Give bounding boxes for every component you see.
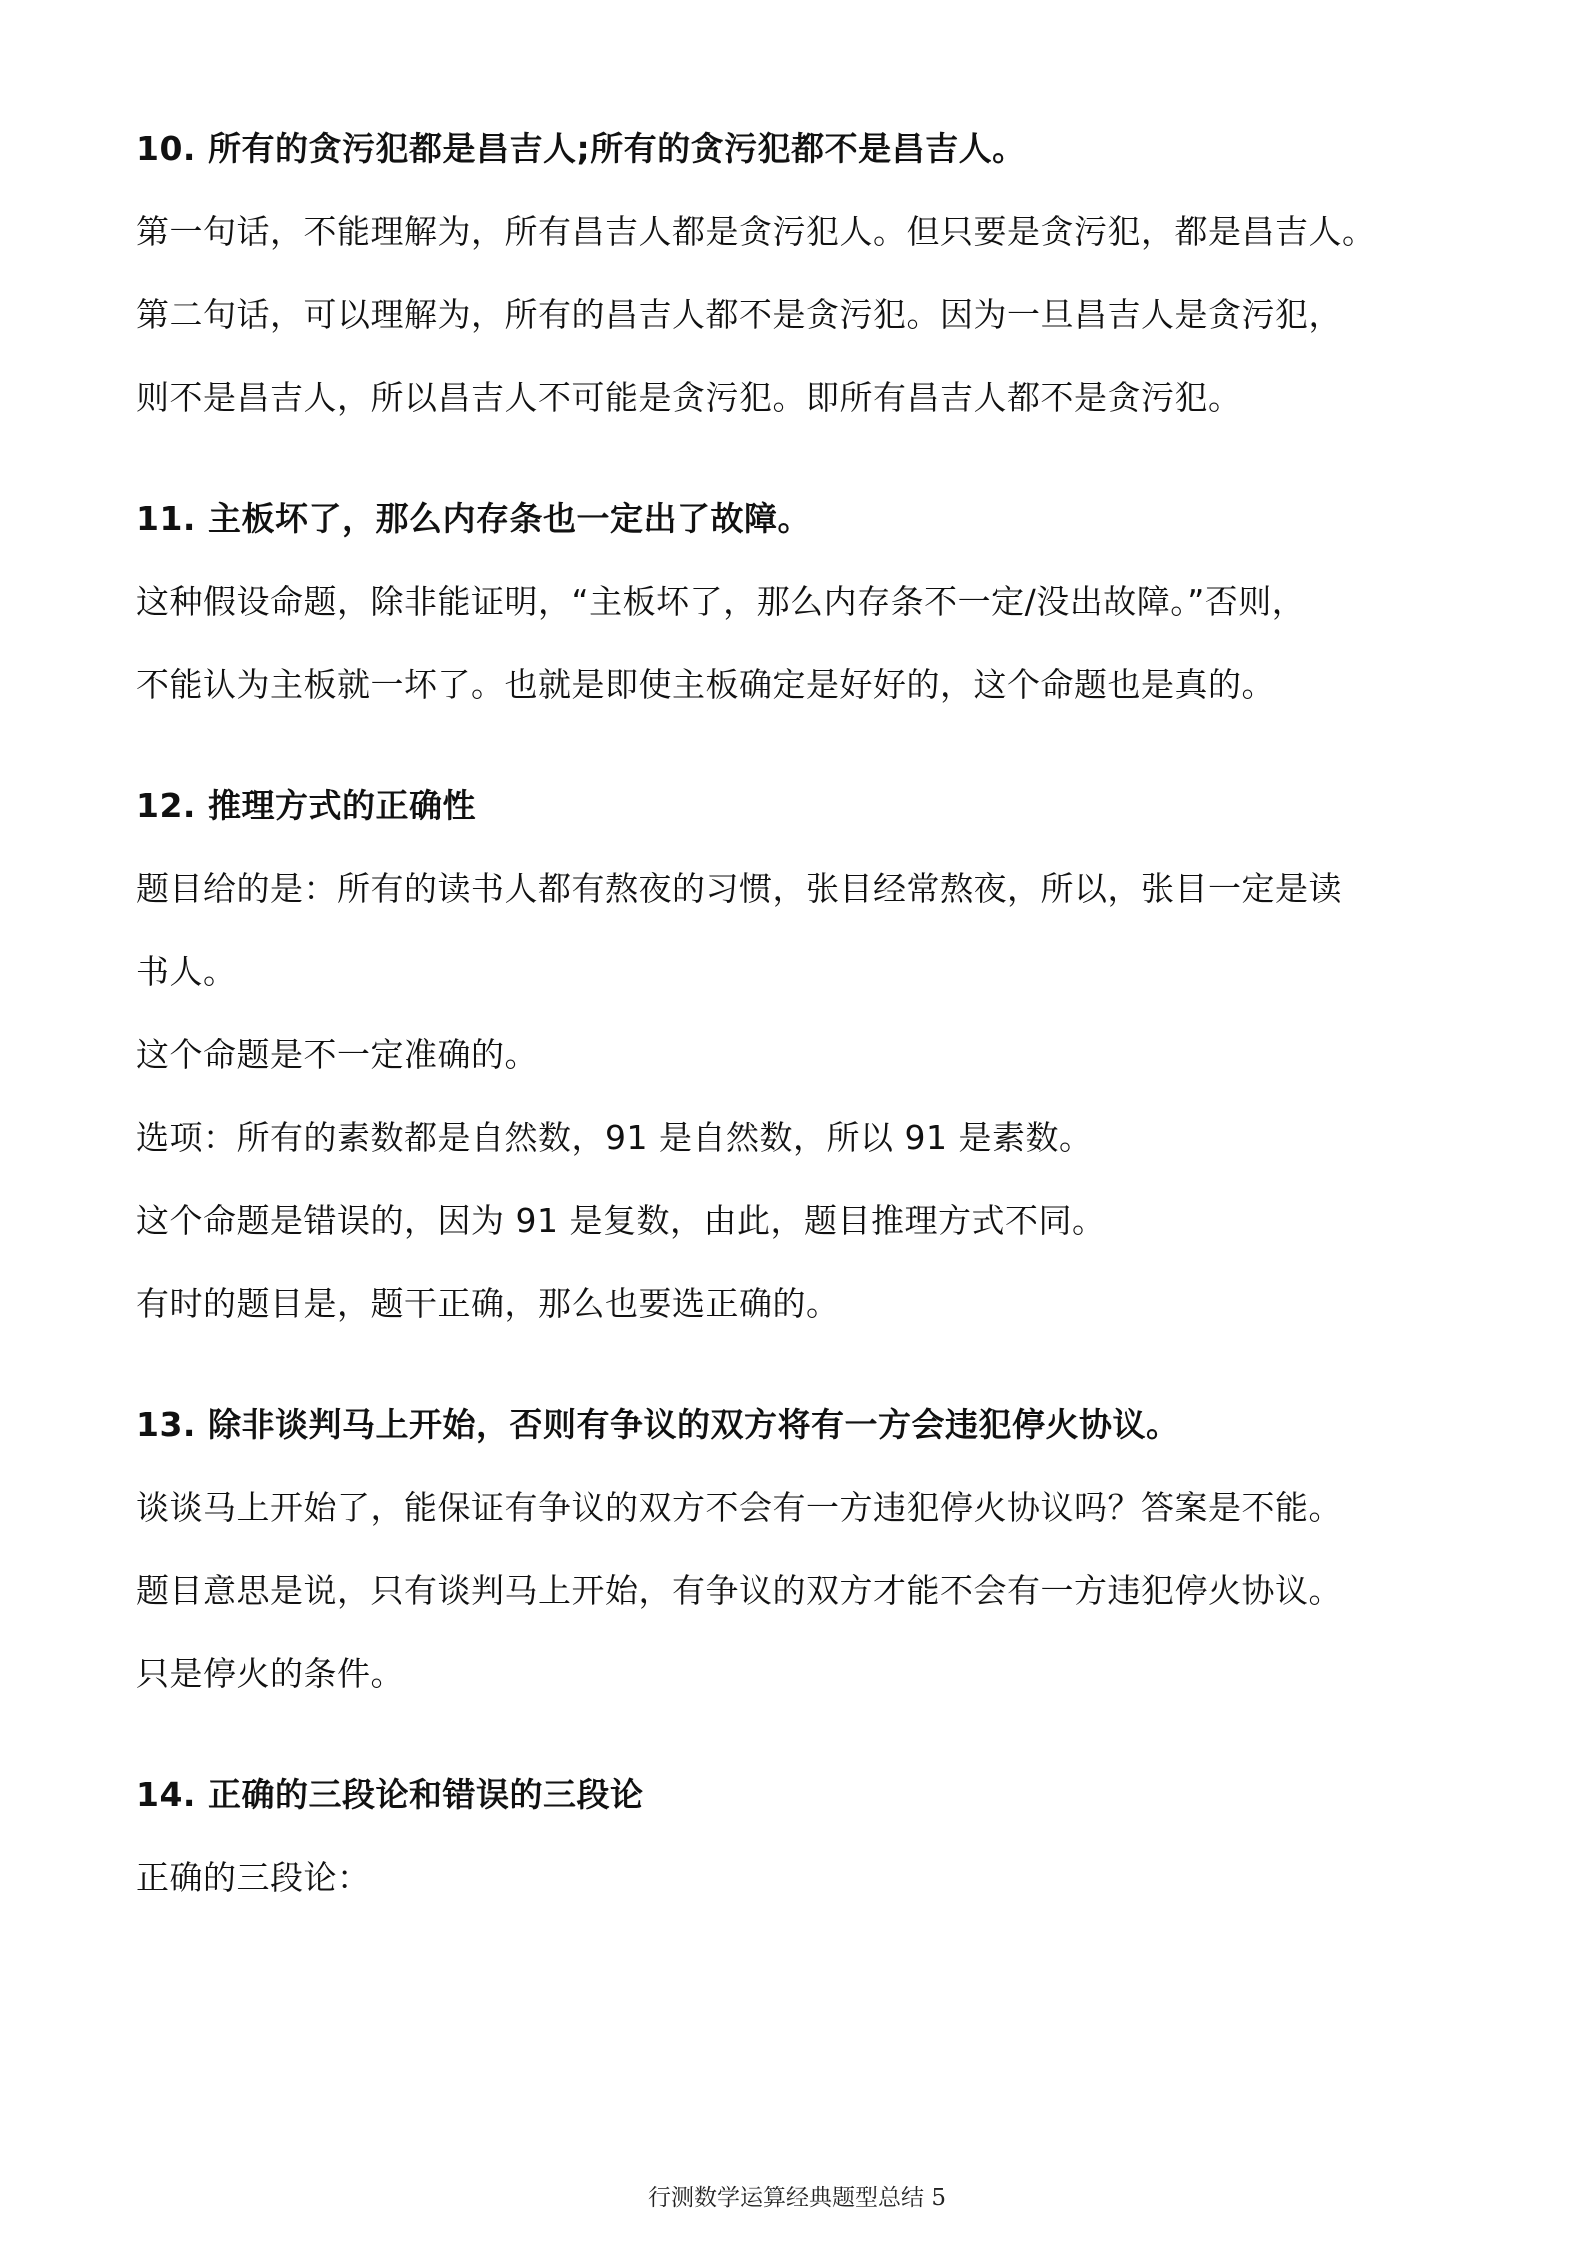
paragraph-line: 这个命题是错误的，因为 91 是复数，由此，题目推理方式不同。 bbox=[136, 1201, 1106, 1240]
section-14 bbox=[136, 1774, 1476, 1899]
paragraph-line: 谈谈马上开始了，能保证有争议的双方不会有一方违犯停火协议吗？答案是不能。 bbox=[136, 1488, 1342, 1527]
section-12 bbox=[136, 785, 1476, 1325]
paragraph-line: 不能认为主板就一坏了。也就是即使主板确定是好好的，这个命题也是真的。 bbox=[136, 665, 1275, 704]
section-heading: 10. 所有的贪污犯都是昌吉人;所有的贪污犯都不是昌吉人。 bbox=[136, 129, 1026, 168]
paragraph-line: 这个命题是不一定准确的。 bbox=[136, 1035, 538, 1074]
section-13 bbox=[136, 1404, 1476, 1695]
page-footer: 行测数学运算经典题型总结 5 bbox=[648, 2185, 946, 2211]
paragraph-line: 题目意思是说，只有谈判马上开始，有争议的双方才能不会有一方违犯停火协议。 bbox=[136, 1571, 1342, 1610]
section-heading: 13. 除非谈判马上开始，否则有争议的双方将有一方会违犯停火协议。 bbox=[136, 1405, 1180, 1444]
section-heading: 11. 主板坏了，那么内存条也一定出了故障。 bbox=[136, 499, 811, 538]
section-10 bbox=[136, 128, 1476, 419]
paragraph-line: 第二句话，可以理解为，所有的昌吉人都不是贪污犯。因为一旦昌吉人是贪污犯， bbox=[136, 295, 1342, 334]
paragraph-line: 这种假设命题，除非能证明，“主板坏了，那么内存条不一定/没出故障。”否则， bbox=[136, 582, 1306, 621]
document-body bbox=[136, 128, 1476, 1978]
paragraph-line: 第一句话，不能理解为，所有昌吉人都是贪污犯人。但只要是贪污犯，都是昌吉人。 bbox=[136, 212, 1376, 251]
paragraph-line: 有时的题目是，题干正确，那么也要选正确的。 bbox=[136, 1284, 840, 1323]
paragraph-line: 则不是昌吉人，所以昌吉人不可能是贪污犯。即所有昌吉人都不是贪污犯。 bbox=[136, 378, 1242, 417]
paragraph-line: 正确的三段论： bbox=[136, 1858, 371, 1897]
paragraph-line: 选项：所有的素数都是自然数，91 是自然数，所以 91 是素数。 bbox=[136, 1118, 1093, 1157]
paragraph-line: 只是停火的条件。 bbox=[136, 1654, 404, 1693]
section-heading: 12. 推理方式的正确性 bbox=[136, 786, 476, 825]
section-heading: 14. 正确的三段论和错误的三段论 bbox=[136, 1775, 644, 1814]
paragraph-line: 书人。 bbox=[136, 952, 237, 991]
section-11 bbox=[136, 498, 1476, 706]
paragraph-line: 题目给的是：所有的读书人都有熬夜的习惯，张目经常熬夜，所以，张目一定是读 bbox=[136, 869, 1342, 908]
